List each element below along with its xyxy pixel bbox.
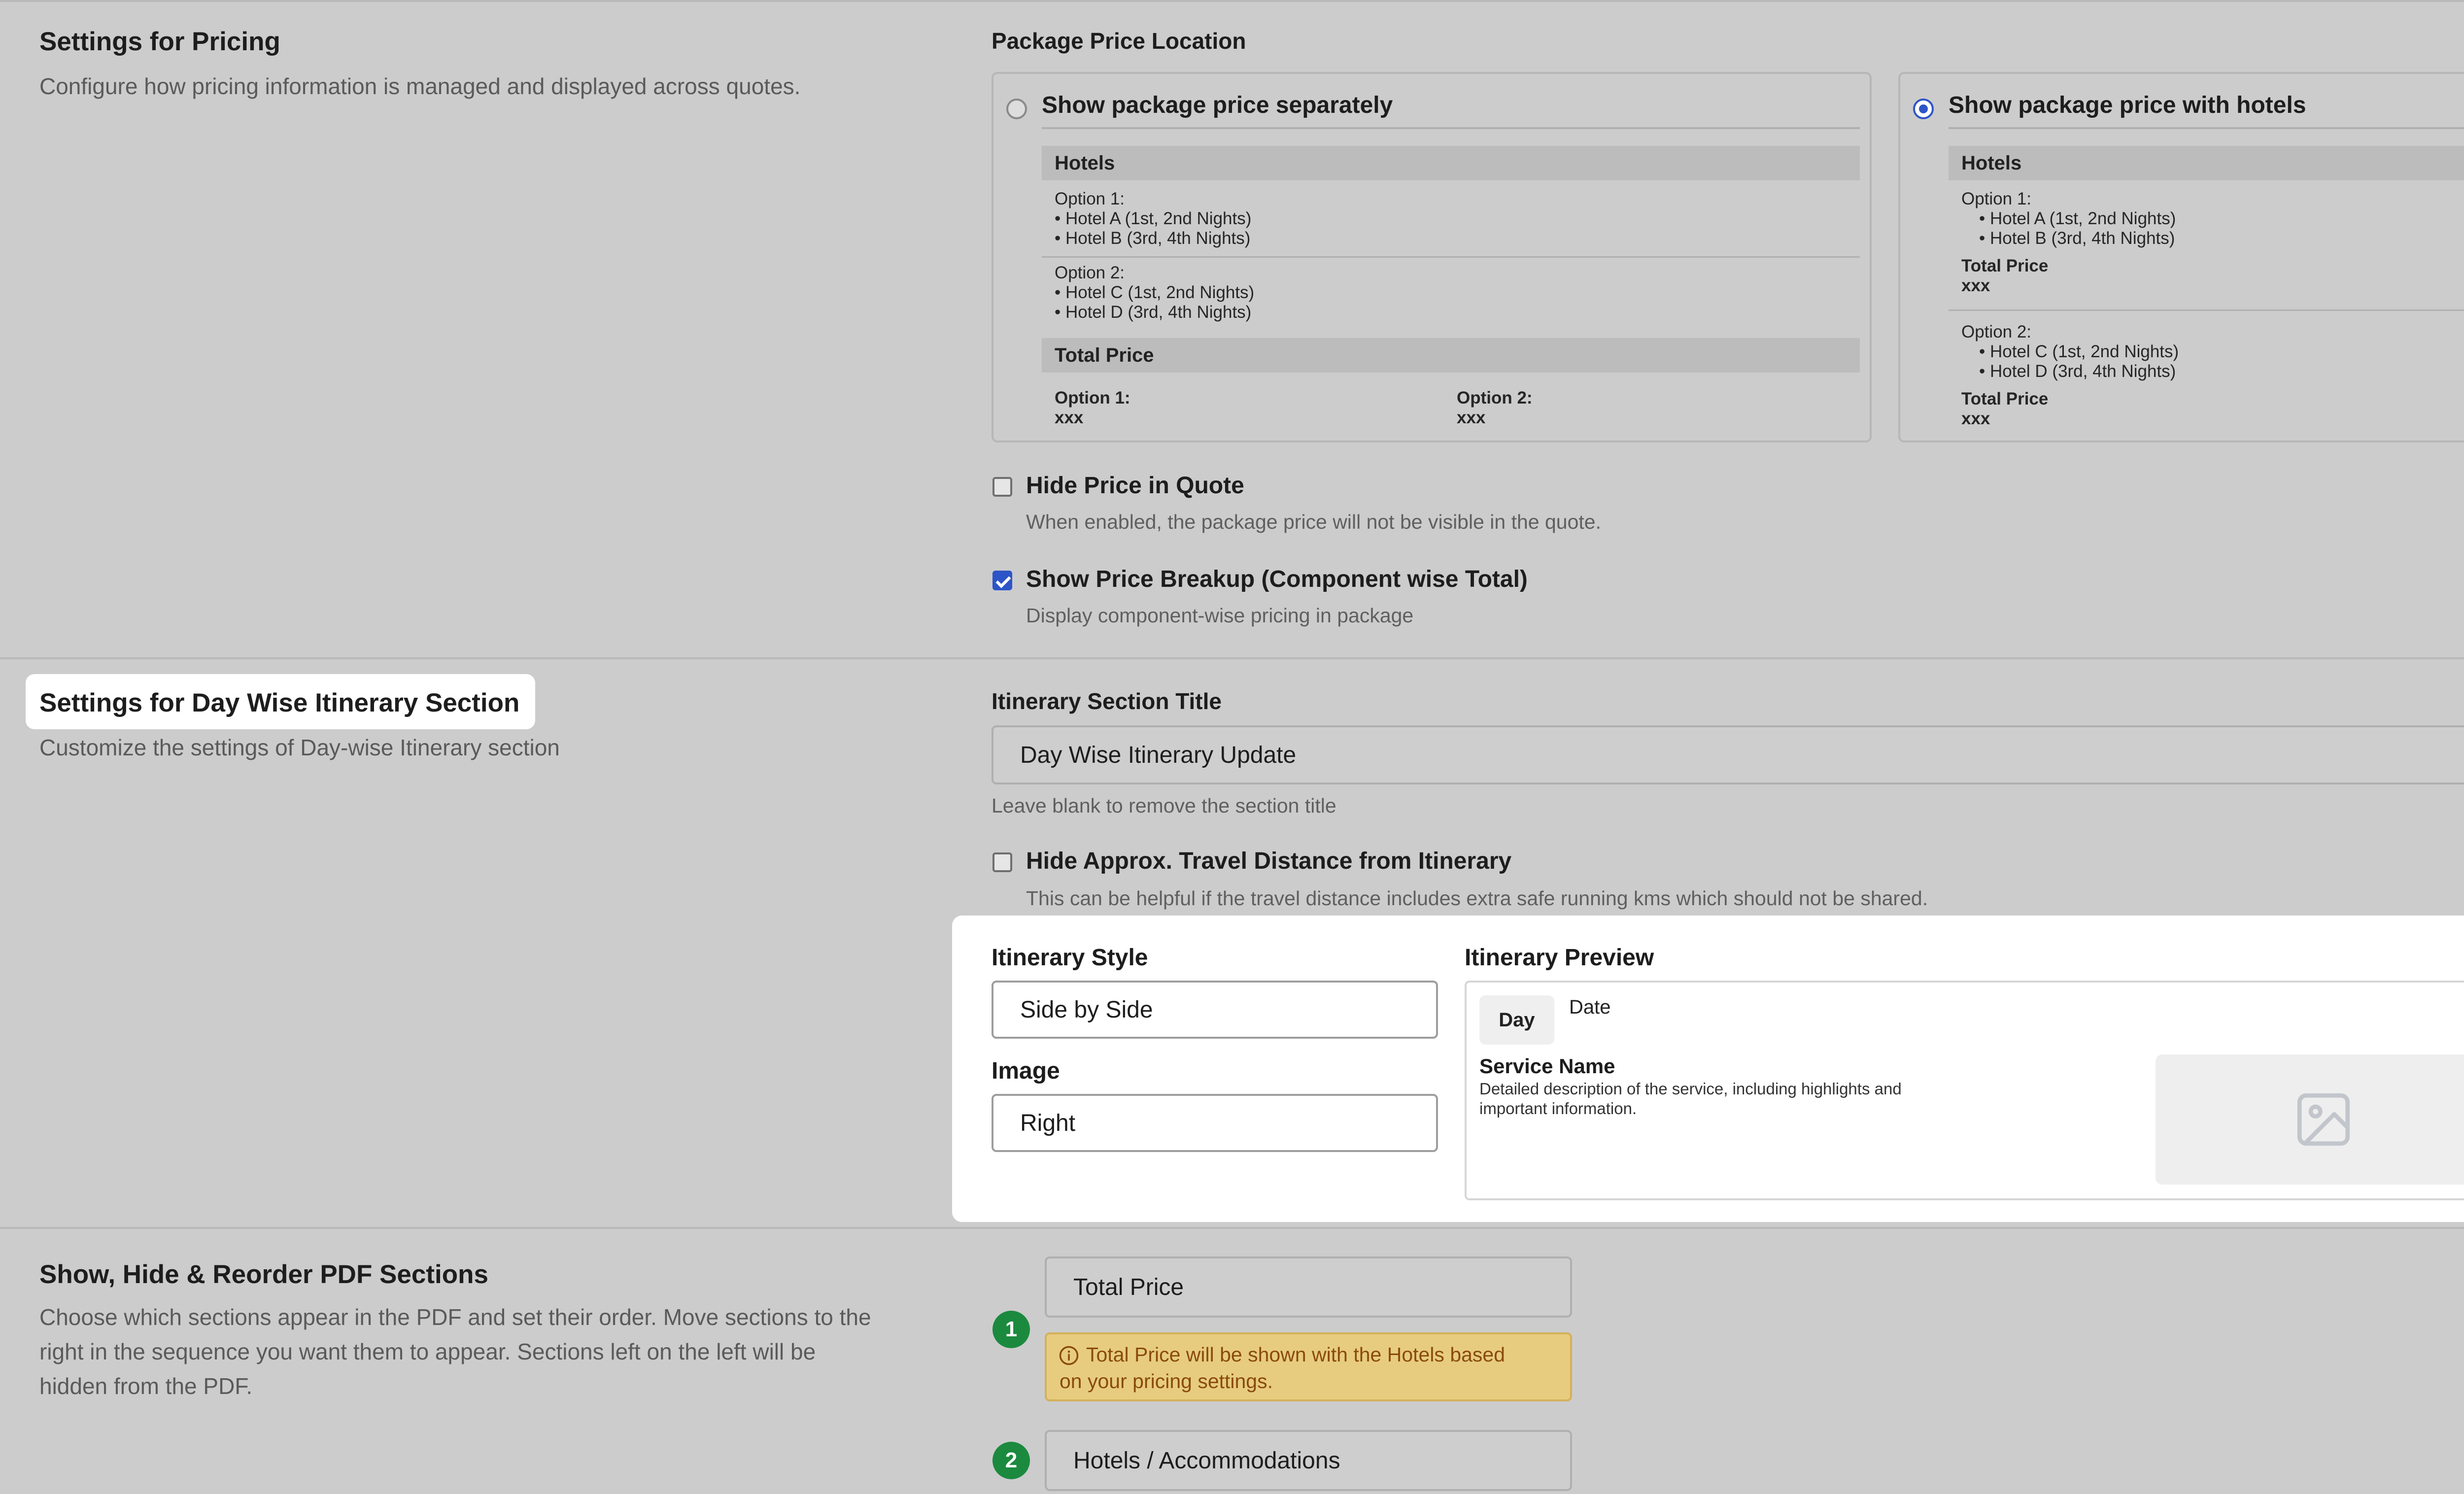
card-divider bbox=[1949, 127, 2464, 129]
total-option2-label: Option 2: bbox=[1457, 388, 1533, 407]
option2-total-value: xxx bbox=[1961, 409, 1990, 428]
package-price-location-label: Package Price Location bbox=[992, 28, 1246, 54]
itinerary-section-title-label: Itinerary Section Title bbox=[992, 688, 1222, 714]
preview-day-pill: Day bbox=[1479, 995, 1554, 1045]
option-with-hotels-card[interactable] bbox=[1898, 72, 2464, 442]
pdf-section-order-badge: 1 bbox=[992, 1311, 1030, 1348]
pdf-sections-description-line2: right in the sequence you want them to appear. Sections left on the left will be bbox=[39, 1339, 816, 1364]
hide-distance-checkbox[interactable] bbox=[992, 852, 1012, 872]
itinerary-section-title-input[interactable]: Day Wise Itinerary Update bbox=[992, 725, 2464, 784]
option-separate-radio[interactable] bbox=[1006, 99, 1027, 119]
itinerary-section-title-hint: Leave blank to remove the section title bbox=[992, 794, 1336, 817]
total-option2-value: xxx bbox=[1457, 408, 1486, 427]
option1-hotels: • Hotel A (1st, 2nd Nights) • Hotel B (3rd, 4th Nights) bbox=[1979, 209, 2176, 248]
option2-hotels: • Hotel C (1st, 2nd Nights) • Hotel D (3rd, 4th Nights) bbox=[1055, 283, 1255, 322]
itinerary-section-title: Settings for Day Wise Itinerary Section bbox=[39, 688, 520, 717]
total-option1-label: Option 1: bbox=[1055, 388, 1130, 407]
option-with-hotels-radio[interactable] bbox=[1913, 99, 1934, 119]
itinerary-style-select[interactable]: Side by Side bbox=[992, 981, 1438, 1039]
image-position-select[interactable]: Right bbox=[992, 1094, 1438, 1152]
image-placeholder-icon bbox=[2292, 1087, 2356, 1152]
preview-image-placeholder bbox=[2156, 1054, 2464, 1185]
hide-price-label[interactable]: Hide Price in Quote bbox=[1026, 473, 1244, 499]
option2-label: Option 2: bbox=[1961, 322, 2032, 341]
pricing-section-title: Settings for Pricing bbox=[39, 27, 280, 56]
option1-label: Option 1: bbox=[1055, 189, 1125, 208]
hotels-header: Hotels bbox=[1949, 146, 2464, 180]
hotels-header: Hotels bbox=[1042, 146, 1860, 180]
option2-label: Option 2: bbox=[1055, 263, 1125, 282]
option-divider bbox=[1949, 309, 2464, 311]
itinerary-preview-label: Itinerary Preview bbox=[1465, 945, 1654, 971]
preview-service-name: Service Name bbox=[1479, 1054, 1615, 1078]
pdf-section-item-hotels[interactable]: Hotels / Accommodations bbox=[1045, 1430, 1572, 1491]
option-separate-label[interactable]: Show package price separately bbox=[1042, 92, 1393, 118]
top-divider bbox=[0, 0, 2464, 2]
itinerary-section-description: Customize the settings of Day-wise Itinerary section bbox=[39, 735, 560, 760]
pdf-sections-title: Show, Hide & Reorder PDF Sections bbox=[39, 1260, 488, 1289]
preview-service-description: Detailed description of the service, including highlights and important information. bbox=[1479, 1080, 1902, 1118]
option-with-hotels-label[interactable]: Show package price with hotels bbox=[1949, 92, 2306, 118]
option2-total-label: Total Price bbox=[1961, 389, 2049, 408]
card-divider bbox=[1042, 127, 1860, 129]
total-price-warning bbox=[1045, 1332, 1572, 1401]
hide-price-checkbox[interactable] bbox=[992, 477, 1012, 497]
hide-distance-label[interactable]: Hide Approx. Travel Distance from Itinerary bbox=[1026, 848, 1512, 874]
pricing-section-description: Configure how pricing information is managed and displayed across quotes. bbox=[39, 73, 801, 99]
pdf-sections-description-line3: hidden from the PDF. bbox=[39, 1373, 253, 1399]
hide-distance-hint: This can be helpful if the travel distance includes extra safe running kms which should not be shared. bbox=[1026, 887, 1928, 910]
option1-total-label: Total Price bbox=[1961, 256, 2049, 275]
itinerary-style-label: Itinerary Style bbox=[992, 945, 1148, 971]
warning-text-line2: on your pricing settings. bbox=[1060, 1370, 1273, 1392]
info-circle-icon bbox=[1059, 1345, 1079, 1366]
option-separate-card[interactable] bbox=[992, 72, 1872, 442]
option2-hotels: • Hotel C (1st, 2nd Nights) • Hotel D (3rd, 4th Nights) bbox=[1979, 342, 2179, 381]
option1-total-value: xxx bbox=[1961, 276, 1990, 295]
pdf-section-item-total-price[interactable]: Total Price bbox=[1045, 1256, 1572, 1318]
option-divider bbox=[1042, 256, 1860, 258]
preview-date: Date bbox=[1569, 996, 1611, 1018]
warning-text-line1: Total Price will be shown with the Hotels based bbox=[1086, 1343, 1506, 1366]
option1-hotels: • Hotel A (1st, 2nd Nights) • Hotel B (3rd, 4th Nights) bbox=[1055, 209, 1252, 248]
show-breakup-checkbox[interactable] bbox=[992, 571, 1012, 590]
total-option1-value: xxx bbox=[1055, 408, 1084, 427]
section-divider bbox=[0, 657, 2464, 659]
section-divider bbox=[0, 1227, 2464, 1229]
show-breakup-hint: Display component-wise pricing in package bbox=[1026, 604, 1414, 627]
itinerary-preview bbox=[1465, 981, 2464, 1200]
show-breakup-label[interactable]: Show Price Breakup (Component wise Total) bbox=[1026, 566, 1528, 592]
image-position-label: Image bbox=[992, 1058, 1060, 1084]
total-price-header: Total Price bbox=[1042, 338, 1860, 373]
pdf-section-order-badge: 2 bbox=[992, 1442, 1030, 1479]
hide-price-hint: When enabled, the package price will not be visible in the quote. bbox=[1026, 510, 1601, 533]
pdf-sections-description-line1: Choose which sections appear in the PDF and set their order. Move sections to the bbox=[39, 1304, 871, 1330]
option1-label: Option 1: bbox=[1961, 189, 2032, 208]
